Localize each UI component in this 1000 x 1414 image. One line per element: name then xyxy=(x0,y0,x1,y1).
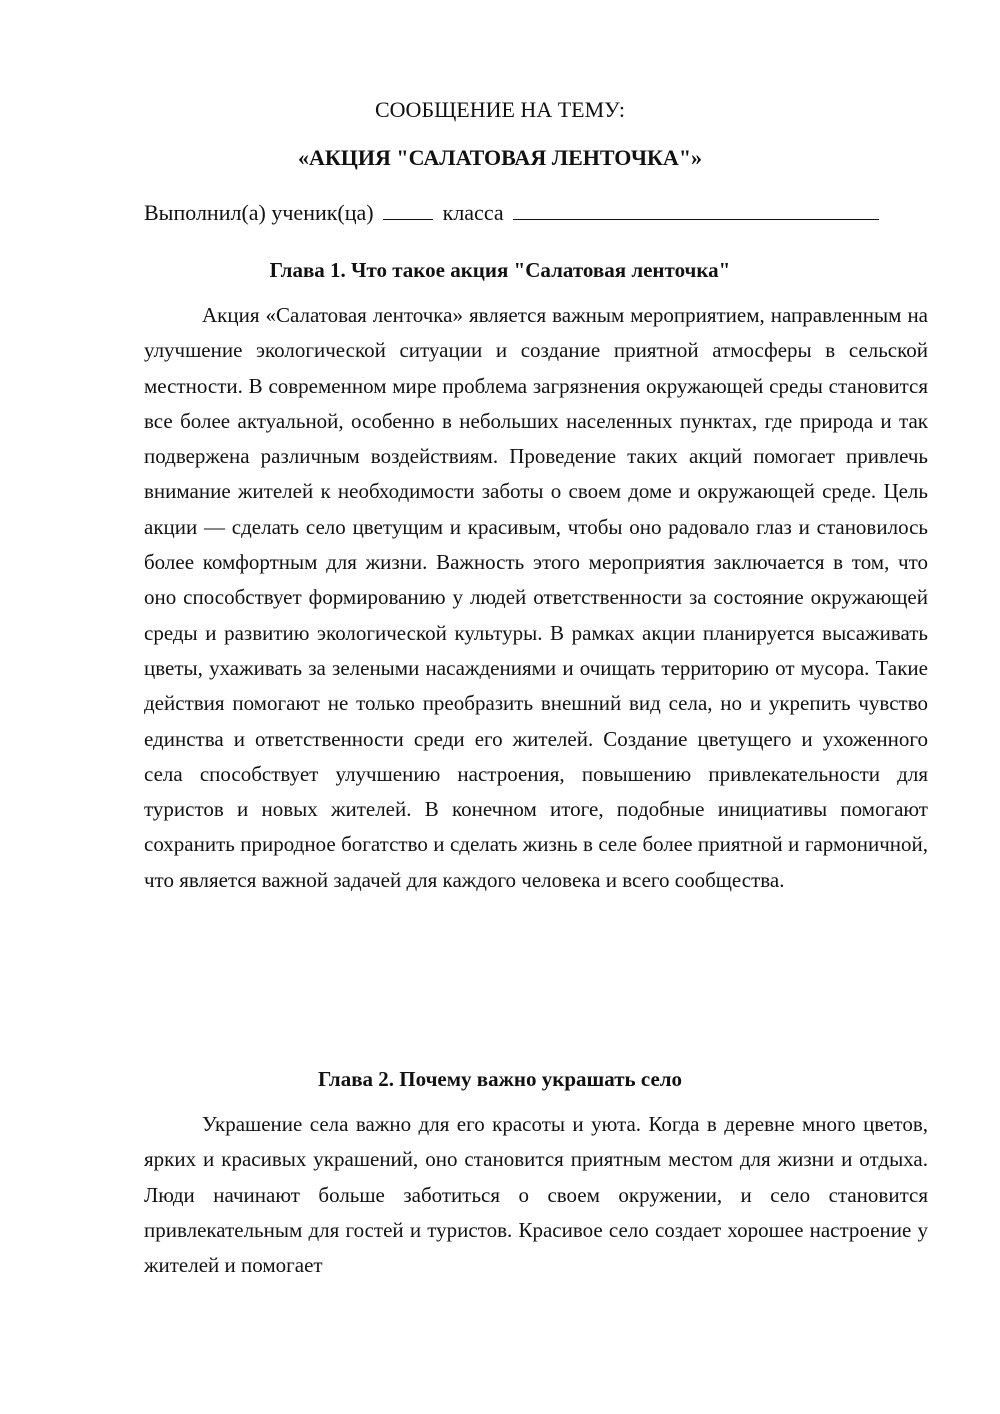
author-prefix: Выполнил(а) ученик(ца) xyxy=(144,200,374,225)
document-type-line: СООБЩЕНИЕ НА ТЕМУ: xyxy=(375,97,625,122)
chapter-1-paragraph: Акция «Салатовая ленточка» является важным мероприятием, направленным на улучшение экологической ситуации и создание приятной атмосферы в сельской местности. В современном мире проблема загрязнения окружающей среды становится все более актуальной, особенно в небольших населенных пунктах, где природа и так подвержена различным воздействиям. Проведение таких акций помогает привлечь внимание жителей к необходимости заботы о своем доме и окружающей среде. Цель акции — сделать село цветущим и красивым, чтобы оно радовало глаз и становилось более комфортным для жизни. Важность этого мероприятия заключается в том, что оно способствует формированию у людей ответственности за состояние окружающей среды и развитию экологической культуры. В рамках акции планируется высаживать цветы, ухаживать за зелеными насаждениями и очищать территорию от мусора. Такие действия помогают не только преобразить внешний вид села, но и укрепить чувство единства и ответственности среди его жителей. Создание цветущего и ухоженного села способствует улучшению настроения, повышению привлекательности для туристов и новых жителей. В конечном итоге, подобные инициативы помогают сохранить природное богатство и сделать жизнь в селе более приятной и гармоничной, что является важной задачей для каждого человека и всего сообщества. xyxy=(144,303,928,892)
class-word: класса xyxy=(442,200,504,225)
document-title: «АКЦИЯ "САЛАТОВАЯ ЛЕНТОЧКА"» xyxy=(297,145,703,170)
chapter-1-heading: Глава 1. Что такое акция "Салатовая ленточка" xyxy=(269,258,731,282)
class-number-blank xyxy=(383,197,433,220)
chapter-2-heading: Глава 2. Почему важно украшать село xyxy=(317,1067,683,1091)
author-line xyxy=(144,197,934,228)
chapter-2-paragraph: Украшение села важно для его красоты и уюта. Когда в деревне много цветов, ярких и красивых украшений, оно становится приятным местом для жизни и отдыха. Люди начинают больше заботиться о своем окружении, и село становится привлекательным для гостей и туристов. Красивое село создает хорошее настроение у жителей и помогает xyxy=(144,1112,928,1278)
student-name-blank xyxy=(513,197,879,220)
